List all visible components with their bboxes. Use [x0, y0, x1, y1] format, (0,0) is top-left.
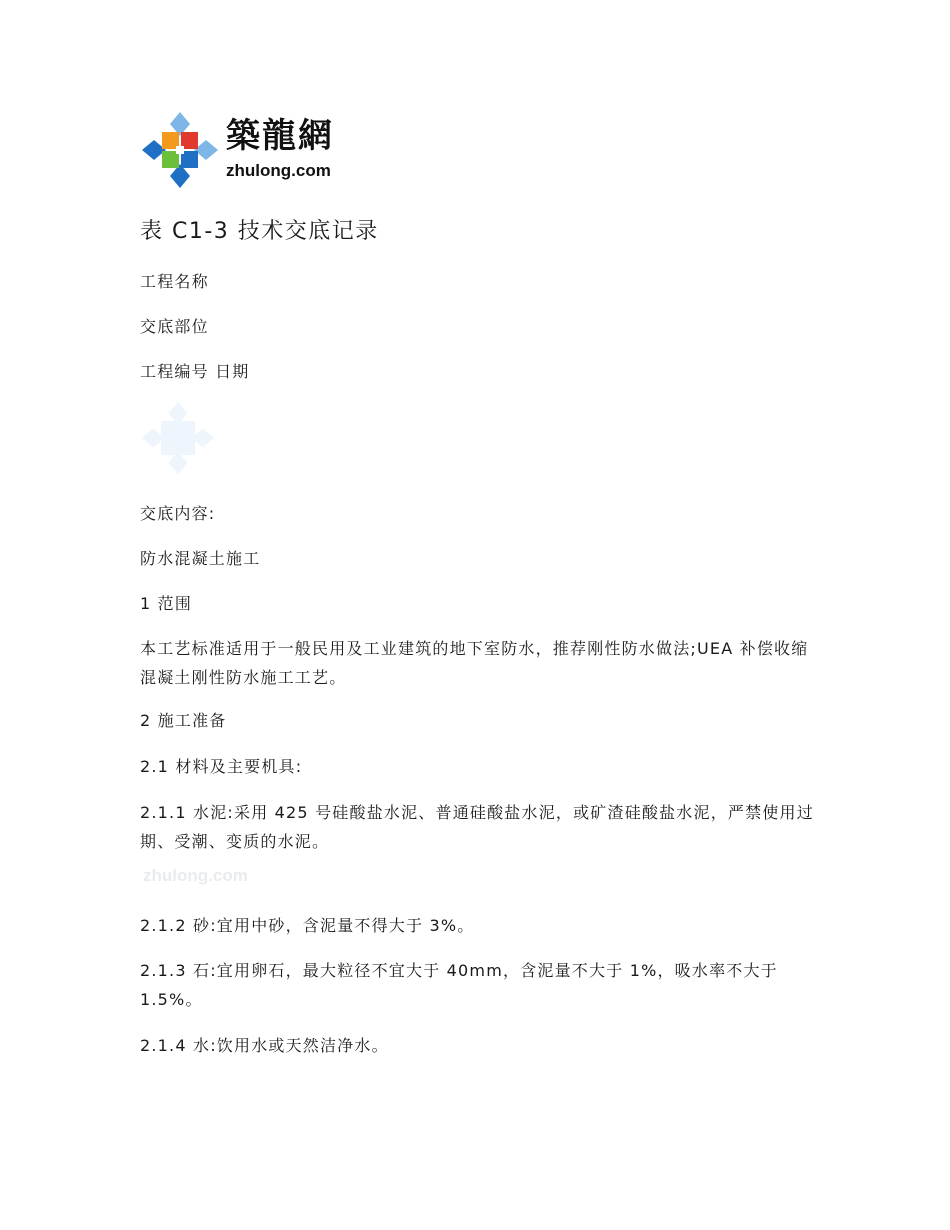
document-title: 表 C1-3 技术交底记录	[140, 219, 379, 244]
item-2-1-2: 2.1.2 砂:宜用中砂，含泥量不得大于 3%。	[140, 916, 475, 935]
section-heading: 防水混凝土施工	[140, 549, 261, 568]
zhulong-logo-mark-icon	[140, 110, 220, 190]
section-2-title: 2 施工准备	[140, 711, 227, 730]
section-2-1-title: 2.1 材料及主要机具:	[140, 757, 303, 776]
item-2-1-4: 2.1.4 水:饮用水或天然洁净水。	[140, 1036, 389, 1055]
content-label: 交底内容:	[140, 504, 216, 523]
logo-name-en: zhulong.com	[226, 161, 331, 180]
watermark-logo-icon	[140, 400, 216, 476]
item-2-1-3: 2.1.3 石:宜用卵石，最大粒径不宜大于 40mm，含泥量不大于 1%，吸水率不大于 1.5%。	[140, 961, 778, 1009]
item-2-1-1: 2.1.1 水泥:采用 425 号硅酸盐水泥、普通硅酸盐水泥，或矿渣硅酸盐水泥，严禁使用过期、受潮、变质的水泥。	[140, 803, 814, 851]
watermark-text: zhulong.com	[143, 866, 248, 885]
section-1-title: 1 范围	[140, 594, 193, 613]
field-project-no-date: 工程编号 日期	[140, 362, 250, 381]
field-project-name: 工程名称	[140, 272, 209, 291]
field-position: 交底部位	[140, 317, 209, 336]
scope-paragraph: 本工艺标准适用于一般民用及工业建筑的地下室防水，推荐刚性防水做法;UEA 补偿收缩混凝土刚性防水施工工艺。	[140, 639, 809, 687]
zhulong-logo	[140, 110, 360, 190]
logo-name-cn: 築龍網	[226, 116, 334, 156]
